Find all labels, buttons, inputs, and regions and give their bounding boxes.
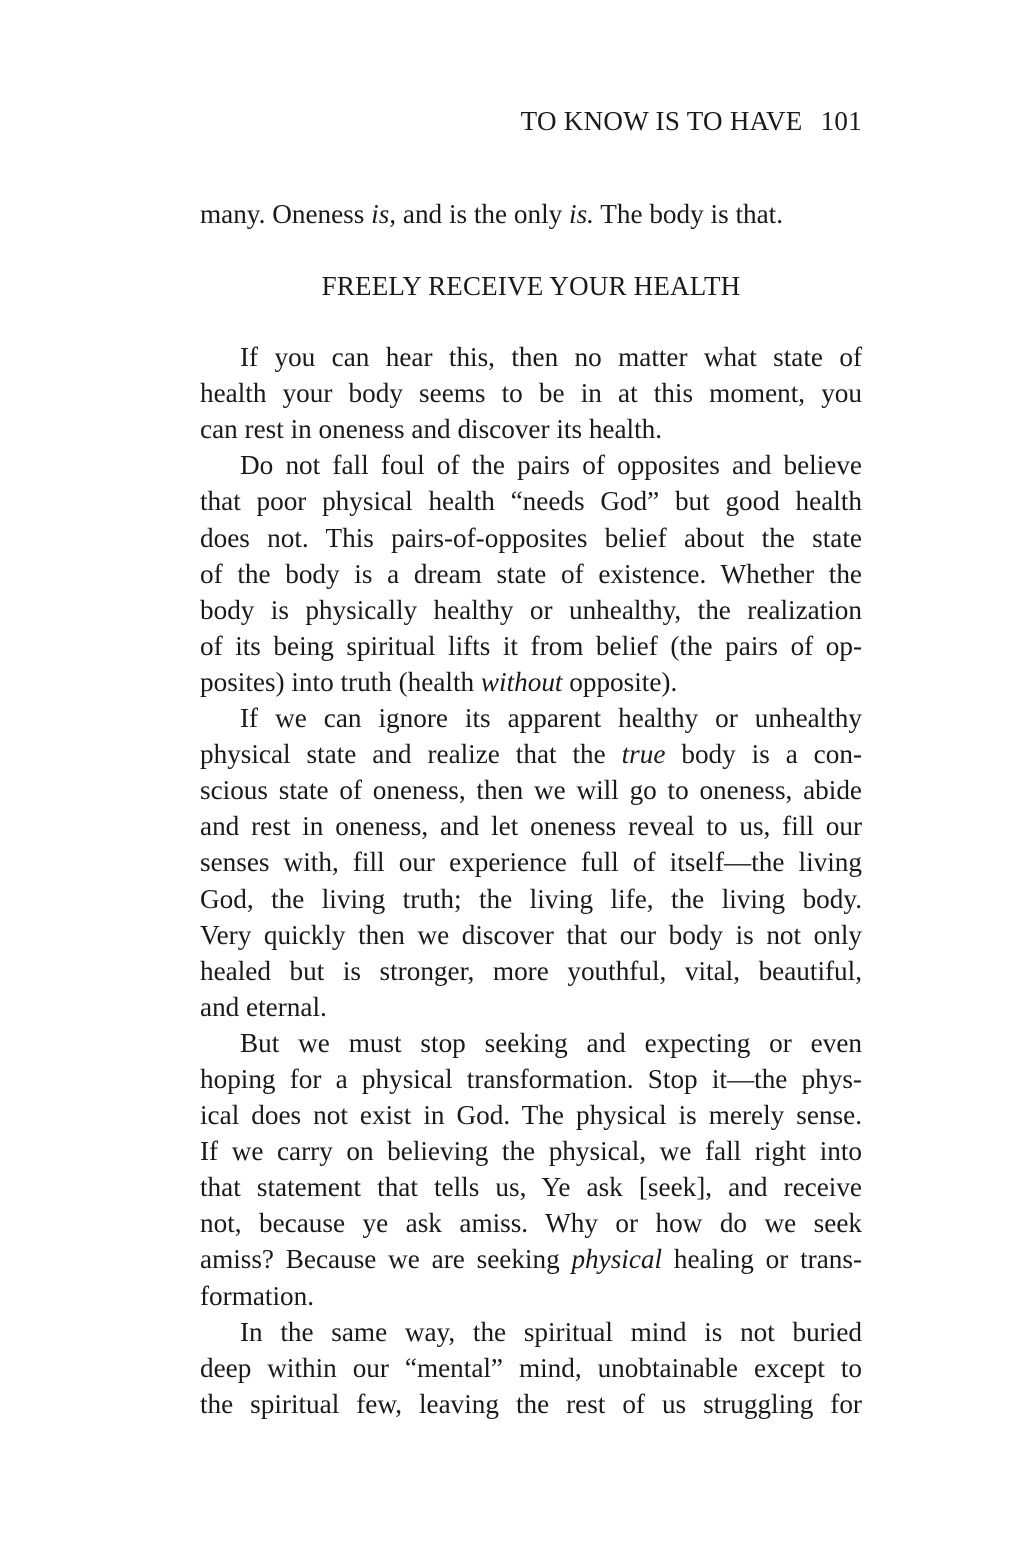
text-line: that poor physical health “needs God” but good health — [200, 486, 862, 517]
paragraph-4 — [200, 1025, 862, 1314]
text-line: hoping for a physical transformation. Stop it—the phys- — [200, 1063, 862, 1094]
italic-run: true — [621, 739, 666, 770]
text-line: of its being spiritual lifts it from belief (the pairs of op- — [200, 630, 862, 661]
text-line: body is physically healthy or unhealthy, the realization — [200, 594, 862, 625]
continuation-line — [200, 196, 862, 232]
text-line: that statement that tells us, Ye ask [seek], and receive — [200, 1172, 862, 1203]
text-line: formation. — [200, 1280, 315, 1311]
italic-run: without — [480, 666, 563, 697]
italic-run: is. — [569, 199, 594, 229]
text-line: the spiritual few, leaving the rest of us struggling for — [200, 1388, 862, 1419]
text-line: not, because ye ask amiss. Why or how do we seek — [200, 1208, 862, 1239]
italic-run: is, — [371, 199, 397, 229]
text-run: The body is that. — [593, 199, 784, 229]
text-line: God, the living truth; the living life, the living body. — [200, 883, 862, 914]
text-run: physical state and realize that the — [200, 739, 622, 770]
paragraph-3 — [200, 700, 862, 1025]
text-line: health your body seems to be in at this moment, you — [200, 378, 862, 409]
text-line: Very quickly then we discover that our body is not only — [200, 919, 862, 950]
section-heading: FREELY RECEIVE YOUR HEALTH — [321, 271, 741, 302]
text-line — [200, 736, 862, 772]
text-run: many. Oneness — [200, 199, 372, 229]
running-title: TO KNOW IS TO HAVE — [520, 106, 803, 136]
text-line: and rest in oneness, and let oneness reveal to us, fill our — [200, 811, 862, 842]
text-line: of the body is a dream state of existence. Whether the — [200, 558, 862, 589]
paragraph-1 — [200, 339, 862, 447]
text-run: body is a con- — [665, 739, 862, 770]
text-line: deep within our “mental” mind, unobtainable except to — [200, 1352, 862, 1383]
text-run: amiss? Because we are seeking — [200, 1244, 572, 1275]
text-line: If you can hear this, then no matter what state of — [240, 342, 862, 373]
text-line: If we can ignore its apparent healthy or unhealthy — [240, 703, 862, 734]
text-line: healed but is stronger, more youthful, vital, beautiful, — [200, 955, 862, 986]
text-line: does not. This pairs-of-opposites belief about the state — [200, 522, 862, 553]
text-line: In the same way, the spiritual mind is not buried — [240, 1316, 862, 1347]
paragraph-5 — [200, 1314, 862, 1422]
text-line: and eternal. — [200, 991, 327, 1022]
italic-run: physical — [571, 1244, 663, 1275]
text-line: Do not fall foul of the pairs of opposites and believe — [240, 450, 862, 481]
text-line: senses with, fill our experience full of itself—the living — [200, 847, 862, 878]
text-run: and is the only — [396, 199, 570, 229]
paragraph-2 — [200, 447, 862, 700]
text-run: opposite). — [562, 666, 678, 697]
text-line — [200, 1241, 862, 1277]
text-line: ical does not exist in God. The physical is merely sense. — [200, 1100, 862, 1131]
text-run: posites) into truth (health — [200, 666, 481, 697]
body-text — [200, 196, 862, 1422]
running-header — [521, 106, 862, 137]
text-line: If we carry on believing the physical, we fall right into — [200, 1136, 862, 1167]
text-run: healing or trans- — [662, 1244, 862, 1275]
text-line — [200, 664, 862, 700]
text-line: scious state of oneness, then we will go to oneness, abide — [200, 775, 862, 806]
text-line: can rest in oneness and discover its health. — [200, 414, 663, 445]
page-number: 101 — [820, 106, 862, 136]
text-line: But we must stop seeking and expecting or even — [240, 1027, 862, 1058]
